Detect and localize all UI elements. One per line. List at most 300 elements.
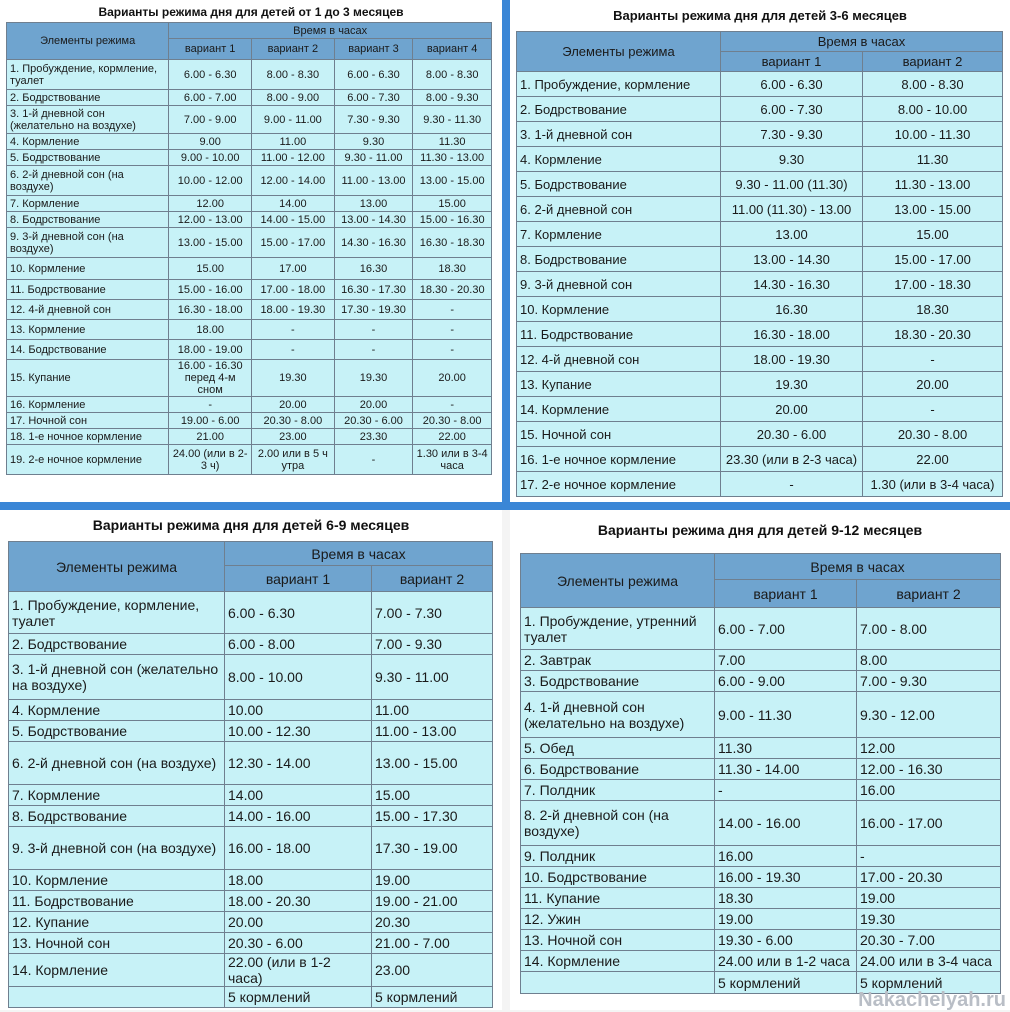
time-cell: 2.00 или в 5 ч утра [252,445,335,475]
table-row [517,197,1003,222]
table-row [9,592,493,634]
time-cell: 22.00 (или в 1-2 часа) [225,954,372,987]
table-row [517,222,1003,247]
regime-element-cell: 1. Пробуждение, кормление, туалет [9,592,225,634]
time-cell: - [413,397,492,413]
time-cell: 16.00 - 19.30 [715,867,857,888]
time-cell: 18.00 - 19.30 [721,347,863,372]
header-elements: Элементы режима [521,554,715,608]
table-row [521,801,1001,846]
table-row [9,870,493,891]
table-row [521,650,1001,671]
time-cell: - [863,347,1003,372]
time-cell: 6.00 - 7.00 [715,608,857,650]
time-cell: 23.30 (или в 2-3 часа) [721,447,863,472]
time-cell: 11.00 - 12.00 [252,150,335,166]
table-row [9,655,493,700]
regime-element-cell: 14. Кормление [521,951,715,972]
time-cell: 24.00 или в 3-4 часа [857,951,1001,972]
time-cell: 14.00 [225,785,372,806]
table-row [521,867,1001,888]
time-cell: 17.00 - 20.30 [857,867,1001,888]
time-cell: 9.30 [721,147,863,172]
time-cell: 12.00 [857,738,1001,759]
time-cell: 9.30 - 11.00 (11.30) [721,172,863,197]
time-cell: - [857,846,1001,867]
time-cell: 24.00 (или в 2-3 ч) [169,445,252,475]
time-cell: 17.30 - 19.00 [372,827,493,870]
time-cell: 6.00 - 7.00 [169,90,252,106]
time-cell: 7.00 - 9.30 [857,671,1001,692]
time-cell: 11.30 [863,147,1003,172]
regime-element-cell: 18. 1-е ночное кормление [7,429,169,445]
time-cell: 14.00 - 15.00 [252,212,335,228]
table-row [9,785,493,806]
time-cell: 8.00 - 9.00 [252,90,335,106]
time-cell: 16.00 - 16.30 перед 4-м сном [169,360,252,397]
time-cell: 5 кормлений [225,987,372,1008]
table-row [517,472,1003,497]
table-row [9,700,493,721]
table-row [7,429,492,445]
regime-element-cell: 2. Завтрак [521,650,715,671]
time-cell: 7.00 - 9.30 [372,634,493,655]
table-row [9,634,493,655]
regime-element-cell: 12. 4-й дневной сон [7,300,169,320]
time-cell: 24.00 или в 1-2 часа [715,951,857,972]
regime-element-cell: 4. Кормление [517,147,721,172]
header-variant: вариант 2 [372,566,493,592]
table-row [7,212,492,228]
time-cell: 6.00 - 8.00 [225,634,372,655]
time-cell: 18.30 - 20.30 [413,280,492,300]
time-cell: 23.00 [252,429,335,445]
time-cell: 16.00 [857,780,1001,801]
time-cell: 22.00 [413,429,492,445]
regime-element-cell: 1. Пробуждение, утренний туалет [521,608,715,650]
table-row [521,846,1001,867]
table-row [517,447,1003,472]
time-cell: 20.30 - 6.00 [334,413,413,429]
time-cell: 16.00 - 17.00 [857,801,1001,846]
time-cell: 20.00 [334,397,413,413]
time-cell: 12.00 - 14.00 [252,166,335,196]
time-cell: 9.30 - 11.00 [334,150,413,166]
time-cell: 6.00 - 7.30 [721,97,863,122]
regime-element-cell: 17. Ночной сон [7,413,169,429]
time-cell: 15.00 - 17.00 [252,228,335,258]
time-cell: 19.30 [721,372,863,397]
header-variant: вариант 1 [721,52,863,72]
header-variant: вариант 2 [857,580,1001,608]
time-cell: 13.00 [334,196,413,212]
regime-element-cell: 19. 2-е ночное кормление [7,445,169,475]
panel-title: Варианты режима дня для детей от 1 до 3 месяцев [98,5,404,19]
time-cell: 17.00 [252,258,335,280]
time-cell: 11.30 - 13.00 [863,172,1003,197]
time-cell: - [715,780,857,801]
regime-element-cell: 10. Кормление [9,870,225,891]
time-cell: 17.00 - 18.00 [252,280,335,300]
time-cell: 9.30 - 11.30 [413,106,492,134]
time-cell: 11.00 - 13.00 [372,721,493,742]
regime-element-cell: 16. Кормление [7,397,169,413]
schedule-panel-6-9-months [0,510,502,1010]
header-variant: вариант 4 [413,39,492,60]
time-cell: 22.00 [863,447,1003,472]
time-cell: 13.00 - 14.30 [334,212,413,228]
time-cell: - [863,397,1003,422]
header-elements: Элементы режима [9,542,225,592]
time-cell: 13.00 - 15.00 [169,228,252,258]
time-cell: 16.30 - 18.00 [721,322,863,347]
table-row [9,987,493,1008]
time-cell: - [413,320,492,340]
regime-element-cell: 15. Купание [7,360,169,397]
table-row [521,888,1001,909]
table-row [7,106,492,134]
time-cell: 18.30 [863,297,1003,322]
time-cell: 21.00 [169,429,252,445]
time-cell: 20.00 [252,397,335,413]
regime-element-cell: 17. 2-е ночное кормление [517,472,721,497]
regime-element-cell: 2. Бодрствование [9,634,225,655]
table-row [517,347,1003,372]
regime-element-cell: 5. Обед [521,738,715,759]
time-cell: 12.00 [169,196,252,212]
regime-element-cell: 7. Полдник [521,780,715,801]
table-row [9,806,493,827]
regime-element-cell: 5. Бодрствование [7,150,169,166]
time-cell: - [334,445,413,475]
time-cell: 8.00 - 8.30 [863,72,1003,97]
time-cell: 8.00 - 10.00 [863,97,1003,122]
time-cell: 20.30 [372,912,493,933]
time-cell: 16.00 - 18.00 [225,827,372,870]
time-cell: 14.00 - 16.00 [715,801,857,846]
time-cell: 6.00 - 7.30 [334,90,413,106]
regime-element-cell: 6. 2-й дневной сон (на воздухе) [7,166,169,196]
time-cell: 19.30 [334,360,413,397]
schedule-table [516,31,1003,497]
time-cell: 20.30 - 6.00 [721,422,863,447]
regime-element-cell [521,972,715,994]
time-cell: 20.30 - 8.00 [863,422,1003,447]
table-row [7,340,492,360]
time-cell: 7.00 - 8.00 [857,608,1001,650]
time-cell: 7.30 - 9.30 [721,122,863,147]
time-cell: 9.30 [334,134,413,150]
header-time: Время в часах [169,23,492,39]
table-row [7,166,492,196]
time-cell: 12.30 - 14.00 [225,742,372,785]
table-row [7,150,492,166]
regime-element-cell: 4. Кормление [7,134,169,150]
time-cell: 8.00 - 8.30 [252,60,335,90]
time-cell: - [334,320,413,340]
time-cell: 20.30 - 8.00 [252,413,335,429]
regime-element-cell: 8. Бодрствование [9,806,225,827]
time-cell: 6.00 - 6.30 [721,72,863,97]
time-cell: - [413,300,492,320]
regime-element-cell: 2. Бодрствование [7,90,169,106]
time-cell: 23.30 [334,429,413,445]
regime-element-cell: 15. Ночной сон [517,422,721,447]
header-time: Время в часах [715,554,1001,580]
time-cell: 19.30 [857,909,1001,930]
table-row [521,909,1001,930]
time-cell: 10.00 [225,700,372,721]
time-cell: 8.00 [857,650,1001,671]
table-row [9,827,493,870]
time-cell: 9.00 - 11.30 [715,692,857,738]
header-elements: Элементы режима [7,23,169,60]
time-cell: 16.30 - 18.30 [413,228,492,258]
regime-element-cell: 5. Бодрствование [9,721,225,742]
header-elements: Элементы режима [517,32,721,72]
table-row [521,692,1001,738]
regime-element-cell: 9. 3-й дневной сон (на воздухе) [7,228,169,258]
table-row [9,912,493,933]
time-cell: 9.00 - 10.00 [169,150,252,166]
panel-title: Варианты режима дня для детей 9-12 месяцев [597,522,923,538]
regime-element-cell: 12. Ужин [521,909,715,930]
table-row [521,930,1001,951]
regime-element-cell: 12. 4-й дневной сон [517,347,721,372]
time-cell: 8.00 - 8.30 [413,60,492,90]
time-cell: 11.30 [413,134,492,150]
time-cell: 18.00 [169,320,252,340]
time-cell: 19.30 - 6.00 [715,930,857,951]
regime-element-cell: 16. 1-е ночное кормление [517,447,721,472]
time-cell: 9.30 - 11.00 [372,655,493,700]
time-cell: 18.30 - 20.30 [863,322,1003,347]
table-row [7,320,492,340]
regime-element-cell: 1. Пробуждение, кормление, туалет [7,60,169,90]
time-cell: 15.00 [413,196,492,212]
time-cell: 17.00 - 18.30 [863,272,1003,297]
time-cell: 6.00 - 6.30 [169,60,252,90]
time-cell: 20.30 - 8.00 [413,413,492,429]
table-row [517,272,1003,297]
time-cell: 7.30 - 9.30 [334,106,413,134]
schedule-table [6,22,492,475]
schedule-table [520,553,1001,994]
regime-element-cell: 11. Бодрствование [517,322,721,347]
regime-element-cell: 2. Бодрствование [517,97,721,122]
regime-element-cell: 9. Полдник [521,846,715,867]
time-cell: 14.00 [252,196,335,212]
time-cell: 20.30 - 6.00 [225,933,372,954]
regime-element-cell: 7. Кормление [9,785,225,806]
time-cell: 15.00 - 17.00 [863,247,1003,272]
regime-element-cell: 13. Ночной сон [521,930,715,951]
header-variant: вариант 2 [252,39,335,60]
time-cell: 6.00 - 6.30 [225,592,372,634]
table-row [517,72,1003,97]
time-cell: 20.00 [413,360,492,397]
table-row [7,360,492,397]
table-row [521,780,1001,801]
time-cell: 18.00 - 19.00 [169,340,252,360]
time-cell: 12.00 - 13.00 [169,212,252,228]
time-cell: 7.00 - 9.00 [169,106,252,134]
regime-element-cell: 4. Кормление [9,700,225,721]
table-row [7,90,492,106]
header-variant: вариант 1 [169,39,252,60]
table-row [7,60,492,90]
time-cell: 18.00 - 19.30 [252,300,335,320]
header-variant: вариант 1 [225,566,372,592]
time-cell: 13.00 [721,222,863,247]
regime-element-cell: 10. Бодрствование [521,867,715,888]
time-cell: 9.30 - 12.00 [857,692,1001,738]
regime-element-cell: 5. Бодрствование [517,172,721,197]
time-cell: 18.30 [715,888,857,909]
time-cell: 19.00 [715,909,857,930]
regime-element-cell: 6. 2-й дневной сон [517,197,721,222]
time-cell: 9.00 [169,134,252,150]
table-row [517,397,1003,422]
table-row [517,147,1003,172]
regime-element-cell: 12. Купание [9,912,225,933]
regime-element-cell: 3. 1-й дневной сон (желательно на воздухе) [9,655,225,700]
time-cell: 11.30 [715,738,857,759]
table-row [9,954,493,987]
table-row [9,933,493,954]
time-cell: 8.00 - 10.00 [225,655,372,700]
time-cell: - [169,397,252,413]
time-cell: 14.00 - 16.00 [225,806,372,827]
time-cell: 15.00 - 17.30 [372,806,493,827]
table-row [7,300,492,320]
time-cell: - [334,340,413,360]
header-variant: вариант 1 [715,580,857,608]
site-watermark: Nakachelyah.ru [858,989,1006,1011]
table-row [7,228,492,258]
horizontal-divider [0,502,1010,510]
time-cell: - [252,320,335,340]
time-cell: 18.00 - 20.30 [225,891,372,912]
time-cell: 13.00 - 15.00 [413,166,492,196]
table-row [7,134,492,150]
time-cell: 16.30 [334,258,413,280]
regime-element-cell: 8. 2-й дневной сон (на воздухе) [521,801,715,846]
table-row [517,172,1003,197]
table-row [517,322,1003,347]
table-row [7,413,492,429]
regime-element-cell: 7. Кормление [517,222,721,247]
time-cell: 15.00 [372,785,493,806]
header-time: Время в часах [721,32,1003,52]
regime-element-cell: 4. 1-й дневной сон (желательно на воздухе) [521,692,715,738]
table-row [9,721,493,742]
regime-element-cell: 9. 3-й дневной сон [517,272,721,297]
time-cell: 5 кормлений [372,987,493,1008]
regime-element-cell: 11. Бодрствование [9,891,225,912]
time-cell: 16.30 [721,297,863,322]
time-cell: 14.30 - 16.30 [334,228,413,258]
time-cell: 5 кормлений [857,972,1001,994]
regime-element-cell: 3. 1-й дневной сон (желательно на воздухе) [7,106,169,134]
regime-element-cell: 3. Бодрствование [521,671,715,692]
schedule-panel-3-6-months [510,0,1010,502]
time-cell: 1.30 (или в 3-4 часа) [863,472,1003,497]
time-cell: 10.00 - 12.00 [169,166,252,196]
table-row [521,759,1001,780]
table-row [521,951,1001,972]
table-row [517,97,1003,122]
regime-element-cell: 14. Бодрствование [7,340,169,360]
time-cell: 12.00 - 16.30 [857,759,1001,780]
regime-element-cell: 13. Ночной сон [9,933,225,954]
panel-title: Варианты режима дня для детей 3-6 месяцев [613,8,907,23]
time-cell: 20.00 [721,397,863,422]
table-row [7,258,492,280]
table-row [517,422,1003,447]
schedule-panel-9-12-months [510,510,1010,1010]
header-time: Время в часах [225,542,493,566]
time-cell: 19.00 [857,888,1001,909]
table-row [517,122,1003,147]
time-cell: 13.00 - 14.30 [721,247,863,272]
table-row [7,445,492,475]
regime-element-cell: 3. 1-й дневной сон [517,122,721,147]
time-cell: 19.00 [372,870,493,891]
table-row [521,738,1001,759]
time-cell: 15.00 - 16.00 [169,280,252,300]
time-cell: 15.00 [169,258,252,280]
regime-element-cell: 13. Купание [517,372,721,397]
time-cell: 11.30 - 14.00 [715,759,857,780]
table-row [7,280,492,300]
time-cell: 11.00 (11.30) - 13.00 [721,197,863,222]
regime-element-cell: 11. Купание [521,888,715,909]
time-cell: 17.30 - 19.30 [334,300,413,320]
time-cell: 21.00 - 7.00 [372,933,493,954]
time-cell: - [413,340,492,360]
time-cell: 7.00 - 7.30 [372,592,493,634]
regime-element-cell: 11. Бодрствование [7,280,169,300]
table-row [517,372,1003,397]
time-cell: 16.00 [715,846,857,867]
table-row [7,196,492,212]
regime-element-cell [9,987,225,1008]
time-cell: 11.00 [252,134,335,150]
table-row [9,742,493,785]
time-cell: 20.00 [863,372,1003,397]
time-cell: 11.30 - 13.00 [413,150,492,166]
vertical-divider [502,0,510,510]
panel-title: Варианты режима дня для детей 6-9 месяцев [92,517,410,533]
time-cell: 11.00 - 13.00 [334,166,413,196]
time-cell: 13.00 - 15.00 [372,742,493,785]
time-cell: 5 кормлений [715,972,857,994]
time-cell: 15.00 [863,222,1003,247]
regime-element-cell: 10. Кормление [517,297,721,322]
time-cell: 8.00 - 9.30 [413,90,492,106]
regime-element-cell: 7. Кормление [7,196,169,212]
regime-element-cell: 8. Бодрствование [517,247,721,272]
time-cell: 11.00 [372,700,493,721]
regime-element-cell: 13. Кормление [7,320,169,340]
regime-element-cell: 8. Бодрствование [7,212,169,228]
time-cell: 20.00 [225,912,372,933]
schedule-table [8,541,493,1008]
time-cell: - [721,472,863,497]
regime-element-cell: 10. Кормление [7,258,169,280]
table-row [9,891,493,912]
